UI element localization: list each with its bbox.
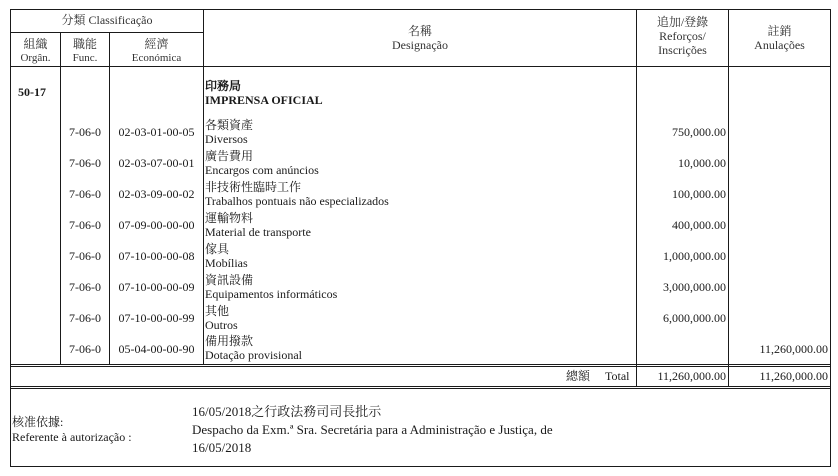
row-designation-pt: Equipamentos informáticos	[205, 287, 338, 301]
econ-header-pt: Económica	[131, 52, 182, 64]
total-label-pt: Total	[605, 369, 630, 383]
body-bottom-border	[10, 364, 831, 365]
col-divider-reinforce	[728, 9, 729, 387]
row-reinforce: 100,000.00	[672, 187, 726, 201]
row-econ: 07-10-00-00-08	[118, 249, 195, 263]
table-right-border	[830, 9, 831, 467]
row-reinforce: 750,000.00	[672, 125, 726, 139]
total-reinforce: 11,260,000.00	[657, 369, 726, 383]
row-func: 7-06-0	[69, 187, 101, 201]
row-designation-pt: Outros	[205, 318, 238, 332]
row-econ: 07-09-00-00-00	[118, 218, 195, 232]
func-header-zh: 職能	[72, 37, 97, 51]
total-bottom-border-2	[10, 388, 831, 389]
reinforce-header-pt-2: Inscrições	[658, 43, 707, 57]
row-econ: 07-10-00-00-09	[118, 280, 195, 294]
col-divider-econ	[203, 9, 204, 365]
total-top-border	[10, 366, 831, 367]
row-designation-pt: Encargos com anúncios	[205, 163, 319, 177]
row-designation-zh: 資訊設備	[205, 273, 254, 287]
total-label-zh: 總額	[566, 369, 591, 383]
row-econ: 02-03-09-00-02	[118, 187, 195, 201]
classification-header: 分類 Classificação	[61, 13, 153, 27]
row-func: 7-06-0	[69, 218, 101, 232]
row-designation-zh: 非技術性臨時工作	[205, 180, 302, 194]
row-reinforce: 3,000,000.00	[663, 280, 726, 294]
row-designation-pt: Trabalhos pontuais não especializados	[205, 194, 389, 208]
row-func: 7-06-0	[69, 249, 101, 263]
row-econ: 05-04-00-00-90	[118, 342, 195, 356]
econ-header-zh: 經濟	[144, 37, 169, 51]
reinforce-header-zh: 追加/登錄	[656, 15, 709, 29]
reference-line-1: 16/05/2018之行政法務司司長批示	[192, 404, 382, 419]
row-designation-zh: 備用撥款	[205, 334, 254, 348]
reference-label-zh: 核准依據:	[12, 415, 64, 429]
classification-divider	[10, 32, 203, 33]
row-econ: 02-03-07-00-01	[118, 156, 195, 170]
table-top-border	[10, 9, 831, 10]
annul-header-pt: Anulações	[754, 38, 805, 52]
row-func: 7-06-0	[69, 156, 101, 170]
entity-code: 50-17	[18, 85, 46, 99]
total-annul: 11,260,000.00	[759, 369, 828, 383]
row-reinforce: 10,000.00	[678, 156, 726, 170]
row-designation-zh: 各類資產	[205, 118, 254, 132]
total-bottom-border	[10, 386, 831, 387]
designation-header-zh: 名稱	[407, 24, 432, 38]
row-func: 7-06-0	[69, 342, 101, 356]
organ-header-pt: Orgân.	[20, 52, 51, 64]
func-header-pt: Func.	[72, 52, 98, 64]
row-designation-pt: Mobílias	[205, 256, 248, 270]
reference-line-2: Despacho da Exm.ª Sra. Secretária para a Administração e Justiça, de	[192, 422, 553, 437]
row-designation-pt: Dotação provisional	[205, 348, 302, 362]
row-designation-zh: 廣告費用	[205, 149, 254, 163]
header-bottom-border	[10, 66, 831, 67]
row-designation-pt: Material de transporte	[205, 225, 311, 239]
row-func: 7-06-0	[69, 280, 101, 294]
row-designation-pt: Diversos	[205, 132, 248, 146]
row-reinforce: 400,000.00	[672, 218, 726, 232]
row-econ: 07-10-00-00-99	[118, 311, 195, 325]
reference-label-pt: Referente à autorização :	[12, 430, 132, 444]
organ-header-zh: 組織	[23, 37, 48, 51]
row-designation-zh: 其他	[205, 304, 230, 318]
row-func: 7-06-0	[69, 311, 101, 325]
table-left-border	[10, 9, 11, 467]
annul-header-zh: 註銷	[767, 24, 792, 38]
entity-name-zh: 印務局	[205, 79, 242, 93]
row-func: 7-06-0	[69, 125, 101, 139]
entity-name-pt: IMPRENSA OFICIAL	[205, 93, 323, 107]
row-econ: 02-03-01-00-05	[118, 125, 195, 139]
designation-header-pt: Designação	[392, 38, 448, 52]
reference-line-3: 16/05/2018	[192, 440, 252, 455]
row-reinforce: 1,000,000.00	[663, 249, 726, 263]
row-annul: 11,260,000.00	[759, 342, 828, 356]
reinforce-header-pt-1: Reforços/	[659, 29, 706, 43]
row-reinforce: 6,000,000.00	[663, 311, 726, 325]
row-designation-zh: 傢具	[205, 242, 230, 256]
table-bottom-border	[10, 466, 831, 467]
row-designation-zh: 運輸物料	[205, 211, 254, 225]
